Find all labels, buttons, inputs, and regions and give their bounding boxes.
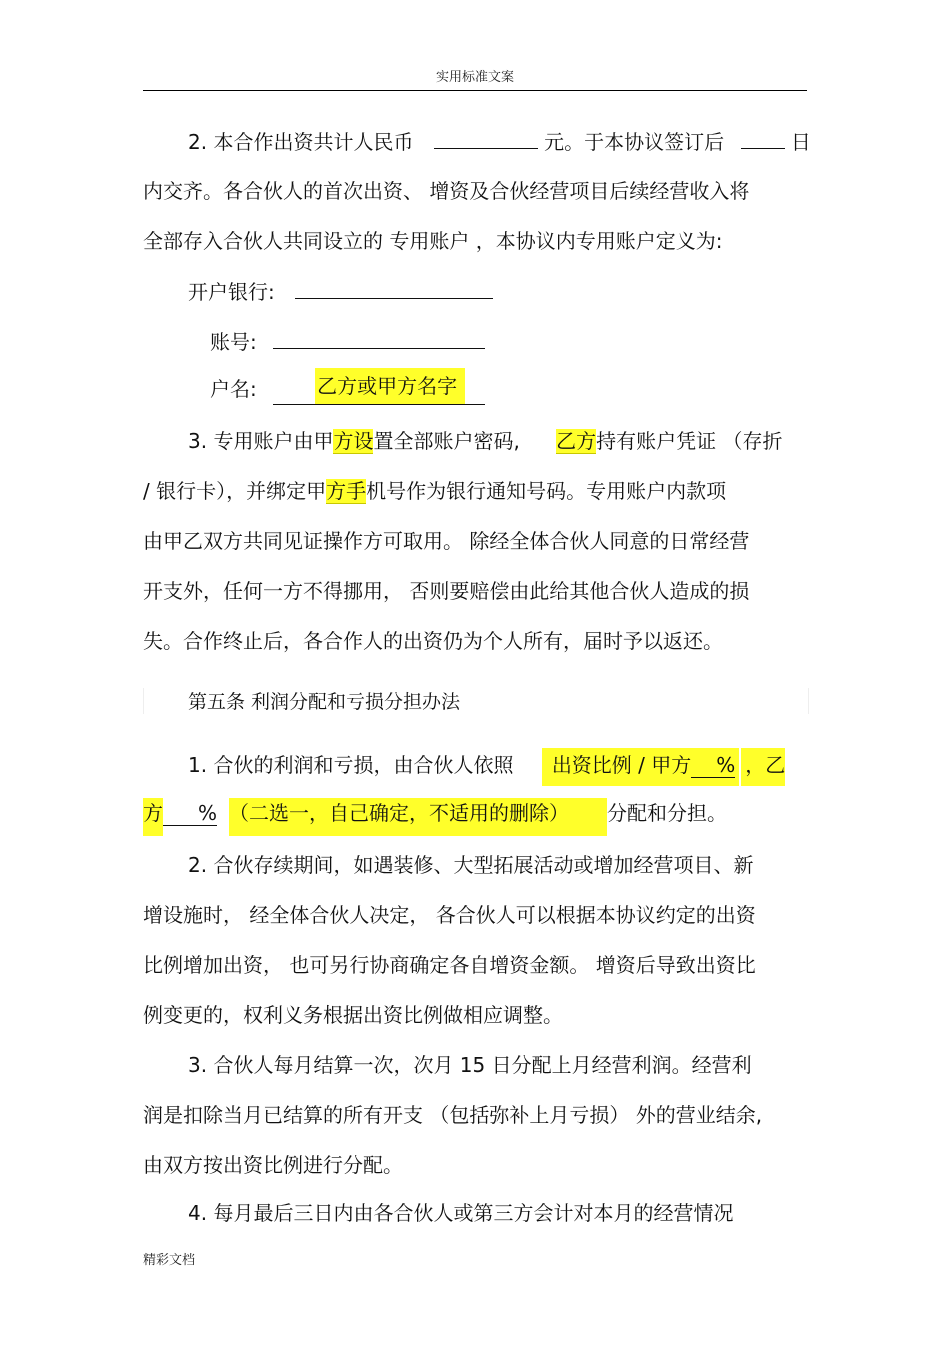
p3-l1b: 甲 (313, 429, 334, 453)
s1-line2 (143, 798, 727, 836)
account-line (210, 326, 485, 357)
name-value: 乙方或甲方名字 (315, 368, 465, 404)
p3-hl-jiafang: 方设 (333, 429, 374, 453)
account-label: 账号: (210, 330, 257, 354)
page-header: 实用标准文案 (435, 70, 514, 85)
p3-l1d: 置全部账户密码, (373, 429, 520, 453)
p2-line3: 全部存入合伙人共同设立的 专用账户 ，本协议内专用账户定义为: (143, 229, 723, 253)
s2-line3: 比例增加出资， 也可另行协商确定各自增资金额。 增资后导致出资比 (143, 953, 756, 977)
days-blank (741, 126, 785, 149)
s1-l1a: 1. 合伙的利润和亏损，由合伙人依照 (188, 753, 514, 777)
name-label: 户名: (210, 377, 257, 401)
name-blank (273, 374, 485, 405)
header-rule (143, 90, 807, 91)
s1-l1c: % (691, 753, 735, 778)
bank-blank (295, 276, 493, 299)
s2-line4: 例变更的，权利义务根据出资比例做相应调整。 (143, 1003, 563, 1027)
s4-line1: 4. 每月最后三日内由各合伙人或第三方会计对本月的经营情况 (188, 1201, 734, 1225)
s1-l1b: 出资比例 / 甲方 (551, 753, 692, 777)
page-footer: 精彩文档 (143, 1253, 196, 1268)
s2-line1: 2. 合伙存续期间，如遇装修、大型拓展活动或增加经营项目、新 (188, 853, 754, 877)
s3-line1: 3. 合伙人每月结算一次，次月 15 日分配上月经营利润。经营利 (188, 1053, 752, 1077)
p3-hl-yifang: 乙方 (556, 429, 597, 453)
p3-line5: 失。合作终止后，各合作人的出资仍为个人所有，届时予以返还。 (143, 629, 723, 653)
p3-line3: 由甲乙双方共同见证操作方可取用。 除经全体合伙人同意的日常经营 (143, 529, 750, 553)
bank-line (188, 276, 493, 307)
p3-l2a: / 银行卡），并绑定甲 (143, 479, 327, 503)
p3-l1f: 持有账户凭证 （存折 (596, 429, 783, 453)
s1-l2d: 分配和分担。 (607, 801, 727, 825)
p3-l2c: 机号作为银行通知号码。专用账户内款项 (366, 479, 727, 503)
s1-hl-ratio (542, 748, 739, 786)
s1-l2b: % (163, 801, 217, 826)
s1-l2a: 方 (143, 798, 163, 836)
name-line (210, 374, 485, 405)
amount-blank (434, 126, 538, 149)
p2-l1a: 2. 本合作出资共计人民币 (188, 130, 414, 154)
p3-line2 (143, 476, 726, 506)
s3-line3: 由双方按出资比例进行分配。 (143, 1153, 403, 1177)
s1-l1d: ，乙 (741, 748, 785, 786)
s1-l2c: （二选一，自己确定，不适用的删除） (229, 798, 607, 836)
p2-line1 (188, 126, 811, 157)
s1-line1 (188, 748, 785, 786)
s3-line2: 润是扣除当月已结算的所有开支 （包括弥补上月亏损） 外的营业结余, (143, 1103, 763, 1127)
p2-l1c: 日 (790, 130, 811, 154)
p3-line1 (188, 426, 783, 456)
account-blank (273, 326, 485, 349)
bank-label: 开户银行: (188, 280, 275, 304)
p2-line2: 内交齐。各合伙人的首次出资、 增资及合伙经营项目后续经营收入将 (143, 179, 750, 203)
p2-l1b: 元。于本协议签订后 (544, 130, 725, 154)
s2-line2: 增设施时， 经全体合伙人决定， 各合伙人可以根据本协议约定的出资 (143, 903, 756, 927)
p3-l1a: 3. 专用账户由 (188, 429, 314, 453)
p3-hl-fangshou: 方手 (326, 479, 367, 503)
section5-title: 第五条 利润分配和亏损分担办法 (188, 691, 461, 713)
p3-line4: 开支外，任何一方不得挪用， 否则要赔偿由此给其他合伙人造成的损 (143, 579, 750, 603)
